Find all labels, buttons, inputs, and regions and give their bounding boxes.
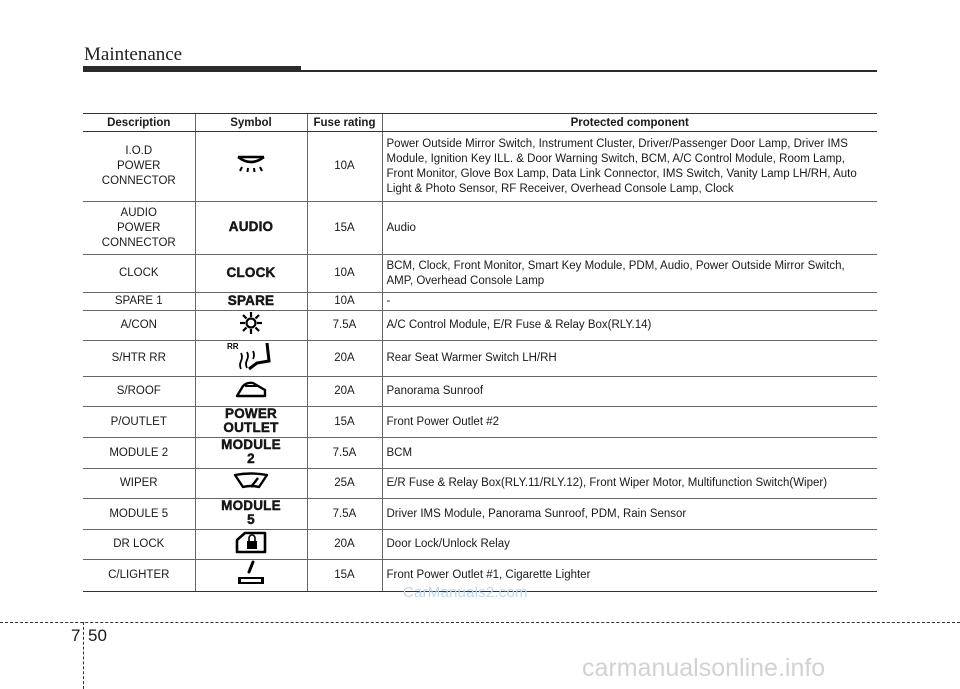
row-protected-component: Panorama Sunroof [382, 377, 877, 407]
chapter-number: 7 [71, 626, 81, 645]
rear-seat-heater-icon [227, 342, 275, 374]
row-symbol [195, 530, 307, 560]
row-symbol [195, 341, 307, 377]
row-description: I.O.D POWER CONNECTOR [83, 132, 195, 202]
symbol-label: MODULE 5 [221, 498, 281, 527]
symbol-label: CLOCK [226, 264, 276, 280]
symbol-label: POWER OUTLET [223, 406, 279, 435]
footer-watermark: carmanualsonline.info [582, 654, 826, 682]
section-title: Maintenance [84, 44, 183, 65]
row-description: A/CON [83, 311, 195, 341]
row-fuse-rating: 25A [307, 469, 382, 499]
row-protected-component: Front Power Outlet #1, Cigarette Lighter [382, 560, 877, 592]
header-fuse-rating: Fuse rating [307, 114, 382, 132]
cigarette-lighter-icon [231, 577, 271, 589]
row-description: WIPER [83, 469, 195, 499]
page-number: 50 [88, 626, 107, 645]
row-symbol [195, 132, 307, 202]
table-row [83, 293, 877, 311]
row-protected-component: BCM [382, 438, 877, 469]
footer-vertical-line [83, 622, 84, 689]
table-row [83, 438, 877, 469]
symbol-label: MODULE 2 [221, 437, 281, 466]
symbol-label: SPARE [227, 292, 275, 308]
row-fuse-rating: 15A [307, 202, 382, 255]
row-symbol [195, 311, 307, 341]
row-fuse-rating: 20A [307, 530, 382, 560]
header-rule-thick [83, 66, 301, 72]
watermark: CarManuals2.com [403, 584, 528, 601]
row-description: SPARE 1 [83, 293, 195, 311]
row-protected-component: Driver IMS Module, Panorama Sunroof, PDM, Rain Sensor [382, 499, 877, 530]
row-symbol [195, 255, 307, 293]
row-fuse-rating: 7.5A [307, 311, 382, 341]
row-description: S/ROOF [83, 377, 195, 407]
table-header-row [83, 114, 877, 132]
ac-snowflake-icon [239, 326, 263, 338]
table-row [83, 407, 877, 438]
row-protected-component: E/R Fuse & Relay Box(RLY.11/RLY.12), Front Wiper Motor, Multifunction Switch(Wiper) [382, 469, 877, 499]
symbol-label: AUDIO [228, 219, 274, 234]
dome-lamp-icon [231, 166, 271, 178]
row-fuse-rating: 15A [307, 407, 382, 438]
table-row [83, 255, 877, 293]
row-fuse-rating: 15A [307, 560, 382, 592]
table-row [83, 377, 877, 407]
row-symbol [195, 469, 307, 499]
table-row [83, 132, 877, 202]
row-protected-component: Power Outside Mirror Switch, Instrument Cluster, Driver/Passenger Door Lamp, Driver IMS Module, Ignition Key ILL. & Door Warning Switch, BCM, A/C Control Module, Room Lamp, Front Monitor, Glove Box Lamp, Data Link Connector, IMS Switch, Vanity Lamp LH/RH, Auto Light & Photo Sensor, RF Receiver, Overhead Console Lamp, Clock [382, 132, 877, 202]
header-rule-thin [301, 70, 877, 72]
row-description: C/LIGHTER [83, 560, 195, 592]
row-fuse-rating: 20A [307, 341, 382, 377]
table-row [83, 530, 877, 560]
row-description: P/OUTLET [83, 407, 195, 438]
row-description: CLOCK [83, 255, 195, 293]
row-protected-component: Audio [382, 202, 877, 255]
row-description: S/HTR RR [83, 341, 195, 377]
row-symbol [195, 438, 307, 469]
row-symbol [195, 293, 307, 311]
row-symbol [195, 377, 307, 407]
row-fuse-rating: 10A [307, 255, 382, 293]
row-description: MODULE 5 [83, 499, 195, 530]
table-row [83, 311, 877, 341]
footer-dashed-line [0, 622, 960, 623]
row-symbol [195, 407, 307, 438]
row-symbol [195, 499, 307, 530]
row-protected-component: A/C Control Module, E/R Fuse & Relay Box(RLY.14) [382, 311, 877, 341]
row-fuse-rating: 7.5A [307, 438, 382, 469]
row-description: DR LOCK [83, 530, 195, 560]
row-protected-component: - [382, 293, 877, 311]
sunroof-icon [231, 391, 271, 403]
wiper-icon [231, 483, 271, 495]
table-row [83, 341, 877, 377]
header-symbol: Symbol [195, 114, 307, 132]
row-fuse-rating: 7.5A [307, 499, 382, 530]
door-lock-icon [231, 545, 271, 557]
row-protected-component: Front Power Outlet #2 [382, 407, 877, 438]
svg-text:RR: RR [227, 342, 239, 351]
row-protected-component: Rear Seat Warmer Switch LH/RH [382, 341, 877, 377]
table-row [83, 469, 877, 499]
row-protected-component: Door Lock/Unlock Relay [382, 530, 877, 560]
header-description: Description [83, 114, 195, 132]
row-fuse-rating: 20A [307, 377, 382, 407]
row-symbol [195, 202, 307, 255]
row-protected-component: BCM, Clock, Front Monitor, Smart Key Module, PDM, Audio, Power Outside Mirror Switch, AMP, Overhead Console Lamp [382, 255, 877, 293]
row-description: MODULE 2 [83, 438, 195, 469]
header-protected-component: Protected component [382, 114, 877, 132]
row-description: AUDIO POWER CONNECTOR [83, 202, 195, 255]
table-row [83, 202, 877, 255]
fuse-table [83, 113, 877, 592]
row-symbol [195, 560, 307, 592]
table-row [83, 499, 877, 530]
row-fuse-rating: 10A [307, 132, 382, 202]
row-fuse-rating: 10A [307, 293, 382, 311]
